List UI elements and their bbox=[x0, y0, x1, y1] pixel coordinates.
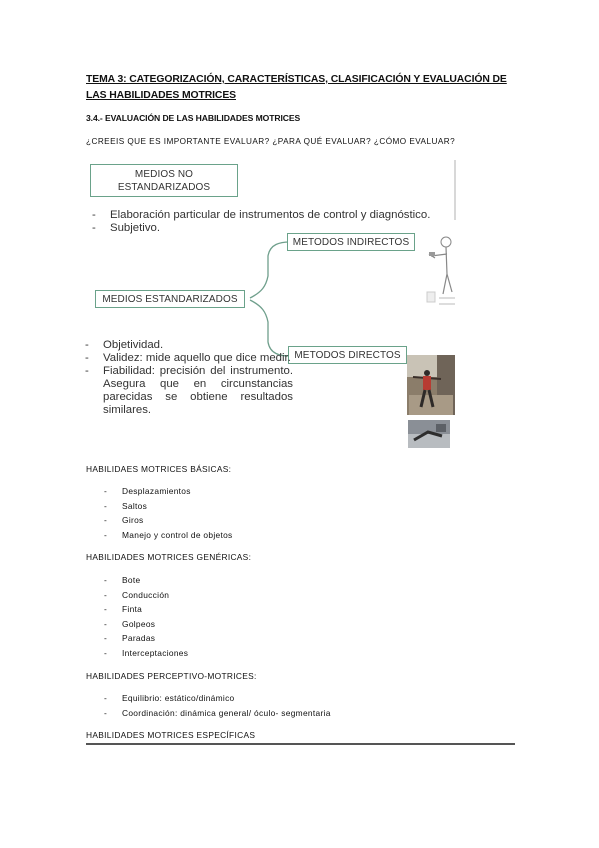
medios-no-estandarizados-box bbox=[90, 164, 238, 197]
especificas-heading: HABILIDADES MOTRICES ESPECÍFICAS bbox=[86, 730, 256, 740]
athlete-photo-image bbox=[407, 355, 455, 415]
list-item: - Subjetivo. bbox=[92, 222, 462, 235]
figure-stretching-image bbox=[425, 232, 459, 314]
perceptivo-list bbox=[104, 691, 331, 720]
box-label-line1: MEDIOS NO bbox=[134, 169, 194, 180]
genericas-heading: HABILIDADES MOTRICES GENÉRICAS: bbox=[86, 552, 252, 562]
estandarizados-list bbox=[85, 339, 293, 417]
list-item: - Elaboración particular de instrumentos de control y diagnóstico. bbox=[92, 209, 462, 222]
vertical-bar-image bbox=[452, 160, 458, 220]
list-item: - Saltos bbox=[104, 500, 148, 511]
list-item: - Golpeos bbox=[104, 618, 156, 629]
list-item: - Bote bbox=[104, 575, 141, 585]
list-item: - Equilibrio: estático/dinámico bbox=[104, 693, 235, 703]
section-subheading: 3.4.- EVALUACIÓN DE LAS HABILIDADES MOTRICES bbox=[86, 113, 301, 123]
floor-test-photo-image bbox=[408, 420, 450, 448]
genericas-list bbox=[104, 573, 188, 661]
document-title: TEMA 3: CATEGORIZACIÓN, CARACTERÍSTICAS, CLASIFICACIÓN Y EVALUACIÓN DE LAS HABILIDADES MOTRICES bbox=[86, 74, 507, 101]
list-item: - Interceptaciones bbox=[104, 647, 189, 658]
metodos-directos-box: METODOS DIRECTOS bbox=[288, 346, 407, 364]
list-item: - Conducción bbox=[104, 589, 170, 600]
section-divider bbox=[86, 743, 515, 745]
list-item: - Finta bbox=[104, 604, 143, 615]
list-item: - Manejo y control de objetos bbox=[104, 529, 233, 540]
box-label-line2: ESTANDARIZADOS bbox=[117, 182, 211, 193]
basicas-list bbox=[104, 484, 233, 542]
list-item: - Objetividad. bbox=[85, 339, 293, 352]
metodos-indirectos-box: METODOS INDIRECTOS bbox=[287, 233, 415, 251]
perceptivo-heading: HABILIDADES PERCEPTIVO-MOTRICES: bbox=[86, 671, 257, 681]
basicas-heading: HABILIDAES MOTRICES BÁSICAS: bbox=[86, 464, 232, 474]
list-item: - Coordinación: dinámica general/ óculo- segmentaria bbox=[104, 707, 331, 718]
list-item: - Desplazamientos bbox=[104, 486, 191, 496]
connector-indirectos bbox=[250, 242, 290, 298]
evaluation-question: ¿CREEIS QUE ES IMPORTANTE EVALUAR? ¿PARA QUÉ EVALUAR? ¿CÓMO EVALUAR? bbox=[86, 137, 456, 146]
list-item: - Paradas bbox=[104, 633, 156, 644]
medios-estandarizados-box: MEDIOS ESTANDARIZADOS bbox=[95, 290, 245, 308]
list-item: - Fiabilidad: precisión del instrumento. Asegura que en circunstancias parecidas se obtiene resultados similares. bbox=[85, 365, 293, 417]
list-item: - Giros bbox=[104, 515, 144, 526]
list-item: - Validez: mide aquello que dice medir. bbox=[85, 352, 293, 365]
no-estandarizados-list bbox=[92, 209, 462, 236]
